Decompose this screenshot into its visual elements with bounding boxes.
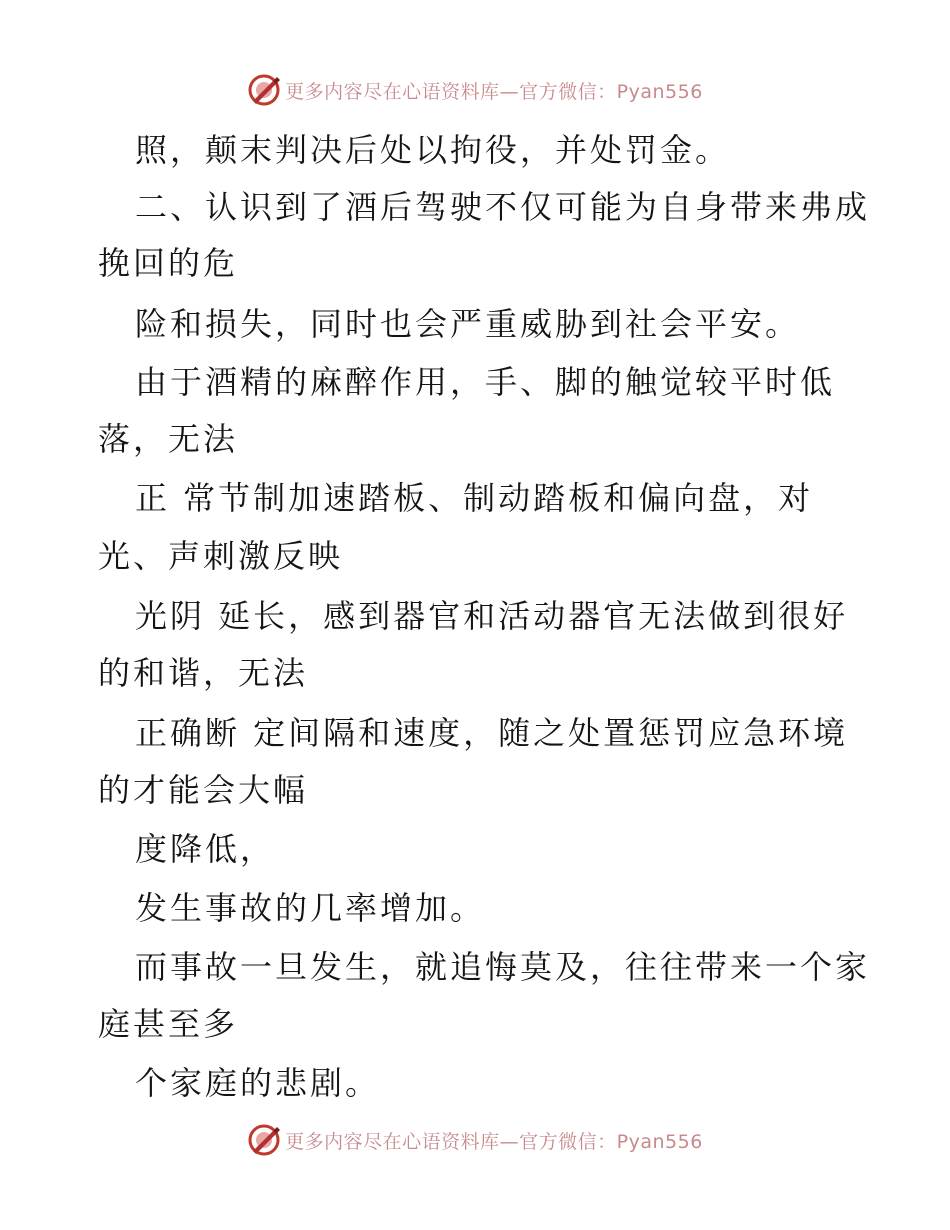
text-line: 的才能会大幅: [98, 771, 309, 809]
text-line: 挽回的危: [98, 244, 239, 282]
text-line: 险和损失，同时也会严重威胁到社会平安。: [135, 305, 801, 343]
text-line: 庭甚至多: [98, 1005, 239, 1043]
pen-seal-icon: [247, 73, 281, 107]
text-line: 个家庭的悲剧。: [135, 1064, 381, 1102]
footer-banner: [0, 1118, 950, 1162]
header-banner: [0, 68, 950, 112]
text-line: 正 常节制加速踏板、制动踏板和偏向盘，对: [135, 479, 814, 517]
text-line: 光阴 延长，感到器官和活动器官无法做到很好: [135, 597, 849, 635]
text-line: 发生事故的几率增加。: [135, 889, 486, 927]
text-line: 照，颠末判决后处以拘役，并处罚金。: [135, 131, 731, 169]
header-text: 更多内容尽在心语资料库—官方微信：Pyan556: [285, 80, 703, 103]
text-line: 而事故一旦发生，就追悔莫及，往往带来一个家: [135, 948, 871, 986]
footer-text: 更多内容尽在心语资料库—官方微信：Pyan556: [285, 1130, 703, 1153]
text-line: 由于酒精的麻醉作用，手、脚的触觉较平时低: [135, 363, 836, 401]
text-line: 的和谐，无法: [98, 654, 309, 692]
text-line: 光、声刺激反映: [98, 537, 344, 575]
pen-seal-icon: [247, 1123, 281, 1157]
text-line: 二、认识到了酒后驾驶不仅可能为自身带来弗成: [135, 188, 871, 226]
text-line: 正确断 定间隔和速度，随之处置惩罚应急环境: [135, 714, 849, 752]
text-line: 落，无法: [98, 420, 239, 458]
text-line: 度降低，: [135, 830, 276, 868]
